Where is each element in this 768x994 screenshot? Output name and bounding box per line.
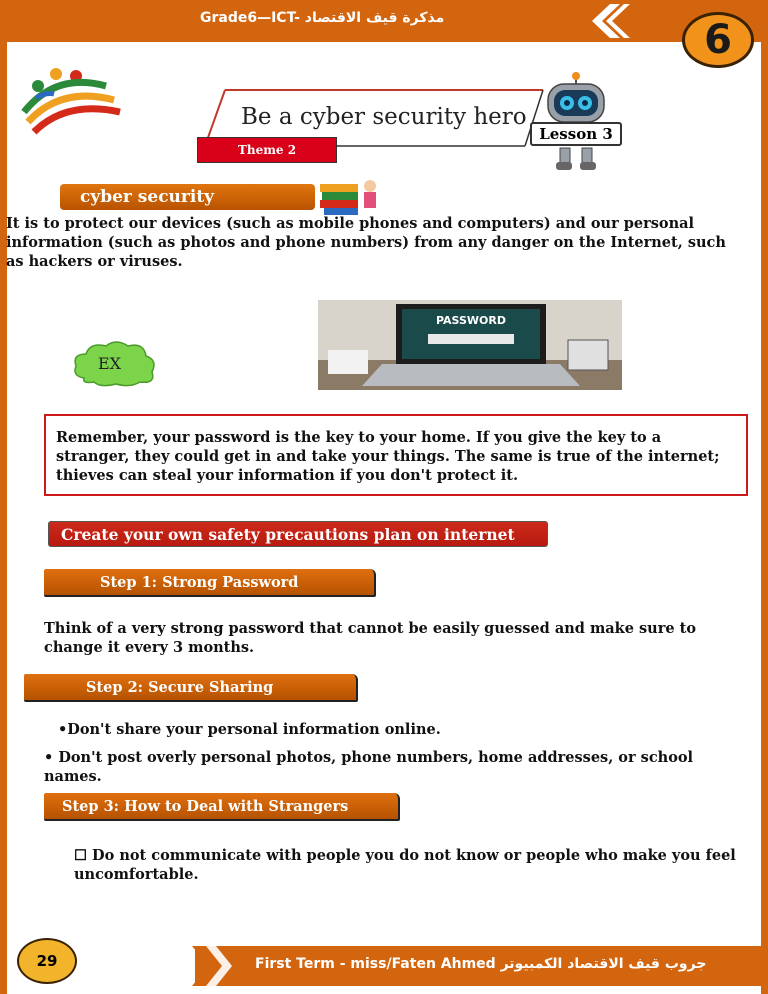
footer-text: First Term - miss/Faten Ahmed جروب قيف الاقتصاد الكمبيوتر: [255, 956, 707, 972]
lesson-number-tag: Lesson 3: [530, 122, 622, 146]
step-2-bullet-2: • Don't post overly personal photos, phone numbers, home addresses, or school names.: [44, 749, 694, 785]
password-screen-text: PASSWORD: [435, 314, 507, 327]
cyber-security-definition: It is to protect our devices (such as mobile phones and computers) and our personal information (such as photos and phone numbers) from any danger on the Internet, such as hackers or viruses.: [6, 215, 726, 270]
books-icon: [318, 176, 382, 216]
safety-plan-heading: Create your own safety precautions plan on internet: [48, 521, 548, 547]
step-3-heading: Step 3: How to Deal with Strangers: [44, 793, 400, 821]
unit-badge: 6: [682, 12, 754, 68]
step-2-bullet-1: •Don't share your personal information online.: [58, 721, 441, 738]
chevron-right-icon: [188, 944, 234, 988]
page-number: 29: [17, 938, 77, 984]
logo-icon: [16, 52, 128, 138]
step-1-text: Think of a very strong password that cannot be easily guessed and make sure to change it every 3 months.: [44, 620, 696, 656]
step-2-heading: Step 2: Secure Sharing: [24, 674, 358, 702]
step-3-text: ☐ Do not communicate with people you do not know or people who make you feel uncomfortable.: [74, 847, 736, 883]
theme-tag: Theme 2: [197, 137, 337, 163]
example-label: EX: [98, 354, 122, 373]
chevron-left-icon: [580, 0, 630, 42]
cyber-security-heading: cyber security: [60, 184, 315, 210]
lesson-title: Be a cyber security hero: [241, 104, 527, 130]
header-title: Grade6—ICT- مذكرة قيف الاقتصاد: [200, 10, 445, 26]
laptop-password-image: [318, 300, 622, 390]
remember-text: Remember, your password is the key to your home. If you give the key to a stranger, they could get in and take your things. The same is true of the internet; thieves can steal your information if you don't protect it.: [56, 429, 720, 484]
step-1-heading: Step 1: Strong Password: [44, 569, 376, 597]
